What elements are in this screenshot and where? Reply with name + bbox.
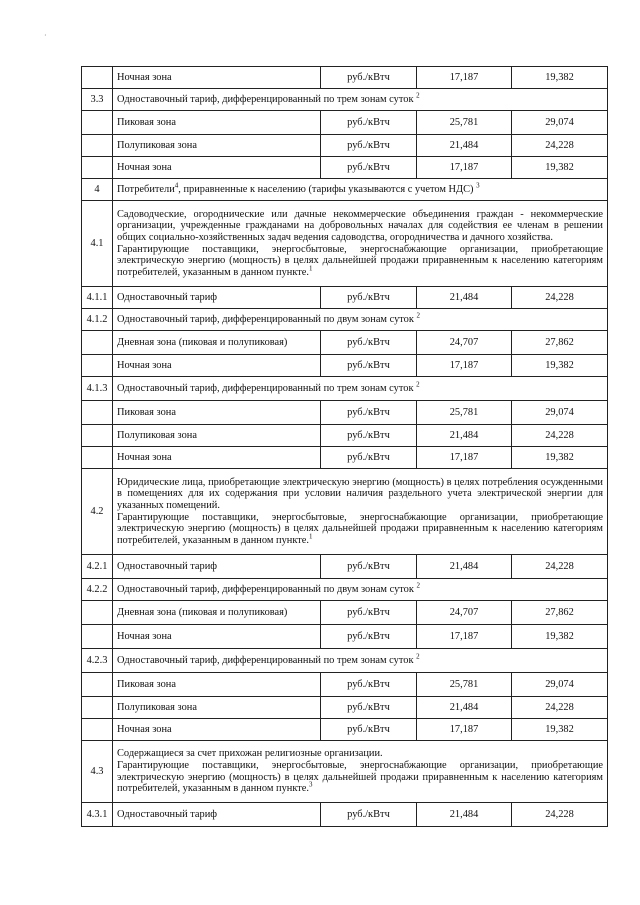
value-first-half: 17,187 (417, 157, 512, 179)
tariff-name: Пиковая зона (113, 401, 321, 425)
row-number: 4 (82, 179, 113, 201)
tariff-name: Ночная зона (113, 719, 321, 741)
row-number (82, 447, 113, 469)
tariff-name: Ночная зона (113, 447, 321, 469)
tariff-name: Полупиковая зона (113, 697, 321, 719)
value-second-half: 24,228 (512, 697, 608, 719)
table-row (82, 425, 608, 447)
table-row (82, 719, 608, 741)
table-row (82, 309, 608, 331)
tariff-name: Дневная зона (пиковая и полупиковая) (113, 331, 321, 355)
unit-cell: руб./кВтч (321, 111, 417, 135)
value-second-half: 29,074 (512, 111, 608, 135)
row-number (82, 401, 113, 425)
unit-cell: руб./кВтч (321, 625, 417, 649)
tariff-table-body (82, 67, 608, 827)
value-second-half: 27,862 (512, 331, 608, 355)
heading-text: Потребители (117, 183, 175, 195)
footnote-ref: 1 (309, 532, 313, 541)
tariff-name: Полупиковая зона (113, 425, 321, 447)
tariff-name: Ночная зона (113, 67, 321, 89)
paragraph-text: Гарантирующие поставщики, энергосбытовые, энергоснабжающие организации, приобретающие электрическую энергию (мощность) в целях дальнейшей продажи приравненным к населению категориям потребителей, указанным в данном пункте (117, 759, 603, 795)
table-row (82, 447, 608, 469)
value-second-half: 29,074 (512, 401, 608, 425)
value-second-half: 19,382 (512, 355, 608, 377)
tariff-name: Одноставочный тариф (113, 287, 321, 309)
description-paragraph (117, 477, 603, 512)
value-first-half: 21,484 (417, 803, 512, 827)
tariff-name: Ночная зона (113, 625, 321, 649)
value-second-half: 24,228 (512, 555, 608, 579)
row-number: 4.1.2 (82, 309, 113, 331)
tariff-name: Пиковая зона (113, 673, 321, 697)
unit-cell: руб./кВтч (321, 157, 417, 179)
table-row (82, 111, 608, 135)
category-description (113, 741, 608, 803)
unit-cell: руб./кВтч (321, 355, 417, 377)
table-row (82, 331, 608, 355)
table-row (82, 601, 608, 625)
section-heading (113, 649, 608, 673)
table-row (82, 179, 608, 201)
unit-cell: руб./кВтч (321, 601, 417, 625)
table-row (82, 625, 608, 649)
unit-cell: руб./кВтч (321, 135, 417, 157)
value-first-half: 21,484 (417, 425, 512, 447)
unit-cell: руб./кВтч (321, 447, 417, 469)
table-row (82, 673, 608, 697)
row-number: 4.3 (82, 741, 113, 803)
value-second-half: 24,228 (512, 135, 608, 157)
table-row (82, 579, 608, 601)
category-description (113, 469, 608, 555)
footnote-ref: 1 (309, 264, 313, 273)
category-description (113, 201, 608, 287)
footnote-ref: 3 (476, 181, 480, 190)
heading-text: Одноставочный тариф, дифференцированный по трем зонам суток (117, 382, 414, 394)
heading-text: Одноставочный тариф, дифференцированный по двум зонам суток (117, 313, 414, 325)
value-second-half: 19,382 (512, 625, 608, 649)
value-second-half: 24,228 (512, 287, 608, 309)
footnote-ref: 2 (416, 380, 420, 389)
paragraph-text: Гарантирующие поставщики, энергосбытовые, энергоснабжающие организации, приобретающие электрическую энергию (мощность) в целях дальнейшей продажи приравненным к населению категориям потребителей, указанным в данном пункте (117, 511, 603, 546)
unit-cell: руб./кВтч (321, 331, 417, 355)
row-number: 4.3.1 (82, 803, 113, 827)
table-row (82, 89, 608, 111)
table-row (82, 803, 608, 827)
description-paragraph (117, 209, 603, 244)
value-first-half: 25,781 (417, 111, 512, 135)
value-first-half: 17,187 (417, 355, 512, 377)
section-heading (113, 579, 608, 601)
value-second-half: 24,228 (512, 803, 608, 827)
table-row (82, 135, 608, 157)
row-number (82, 625, 113, 649)
tariff-name: Пиковая зона (113, 111, 321, 135)
table-row (82, 157, 608, 179)
heading-text: Одноставочный тариф, дифференцированный по трем зонам суток (117, 93, 414, 105)
heading-text: Одноставочный тариф, дифференцированный по двум зонам суток (117, 583, 414, 595)
paragraph-text: Садоводческие, огороднические или дачные некоммерческие объединения граждан - некоммерческие организации, учрежденные гражданами на добровольных началах для содействия ее членам в решении общих социально-хозяйственных задач ведения садоводства, огородничества и дачного хозяйства. (117, 208, 603, 243)
unit-cell: руб./кВтч (321, 67, 417, 89)
row-number (82, 719, 113, 741)
value-first-half: 17,187 (417, 447, 512, 469)
table-row (82, 741, 608, 803)
value-first-half: 25,781 (417, 401, 512, 425)
table-row (82, 201, 608, 287)
row-number: 4.2.3 (82, 649, 113, 673)
footnote-ref: 2 (416, 311, 421, 320)
value-second-half: 19,382 (512, 719, 608, 741)
section-heading (113, 179, 608, 201)
unit-cell: руб./кВтч (321, 719, 417, 741)
paragraph-text: Юридические лица, приобретающие электрическую энергию (мощность) в целях потребления осужденными в помещениях для их содержания при условии наличия раздельного учета электрической энергии для указанных помещений. (117, 476, 603, 511)
value-first-half: 17,187 (417, 719, 512, 741)
row-number: 4.2.1 (82, 555, 113, 579)
footnote-ref: 2 (416, 652, 420, 661)
table-row (82, 287, 608, 309)
value-second-half: 19,382 (512, 67, 608, 89)
footnote-ref: 2 (416, 581, 421, 590)
table-row (82, 469, 608, 555)
description-paragraph (117, 748, 603, 760)
row-number (82, 697, 113, 719)
tariff-name: Ночная зона (113, 355, 321, 377)
unit-cell: руб./кВтч (321, 401, 417, 425)
paragraph-text: Гарантирующие поставщики, энергосбытовые, энергоснабжающие организации, приобретающие электрическую энергию (мощность) в целях дальнейшей продажи приравненным к населению категориям потребителей, указанным в данном пункте (117, 243, 603, 278)
value-first-half: 21,484 (417, 287, 512, 309)
row-number (82, 157, 113, 179)
tariff-name: Одноставочный тариф (113, 555, 321, 579)
row-number (82, 331, 113, 355)
unit-cell: руб./кВтч (321, 803, 417, 827)
row-number (82, 425, 113, 447)
paragraph-text: Содержащиеся за счет прихожан религиозные организации. (117, 748, 383, 760)
row-number: 3.3 (82, 89, 113, 111)
value-first-half: 25,781 (417, 673, 512, 697)
tariff-name: Ночная зона (113, 157, 321, 179)
row-number (82, 601, 113, 625)
value-second-half: 27,862 (512, 601, 608, 625)
value-second-half: 24,228 (512, 425, 608, 447)
section-heading (113, 89, 608, 111)
footnote-ref: 2 (416, 91, 420, 100)
table-row (82, 377, 608, 401)
value-second-half: 19,382 (512, 447, 608, 469)
row-number: 4.1.3 (82, 377, 113, 401)
tariff-name: Полупиковая зона (113, 135, 321, 157)
table-row (82, 555, 608, 579)
heading-text-tail: , приравненные к населению (тарифы указываются с учетом НДС) (178, 183, 474, 195)
value-first-half: 17,187 (417, 67, 512, 89)
tariff-name: Дневная зона (пиковая и полупиковая) (113, 601, 321, 625)
value-first-half: 24,707 (417, 331, 512, 355)
table-row (82, 67, 608, 89)
row-number (82, 673, 113, 697)
unit-cell: руб./кВтч (321, 697, 417, 719)
tariff-name: Одноставочный тариф (113, 803, 321, 827)
row-number: 4.1 (82, 201, 113, 287)
description-paragraph: Гарантирующие поставщики, энергосбытовые, энергоснабжающие организации, приобретающие электрическую энергию (мощность) в целях дальнейшей продажи приравненным к населению категориям потребителей, указанным в данном пункте.$^1$ (117, 243, 603, 278)
table-row (82, 355, 608, 377)
unit-cell: руб./кВтч (321, 425, 417, 447)
row-number (82, 135, 113, 157)
section-heading (113, 377, 608, 401)
tariff-table (81, 66, 608, 827)
value-first-half: 21,484 (417, 135, 512, 157)
unit-cell: руб./кВтч (321, 287, 417, 309)
unit-cell: руб./кВтч (321, 555, 417, 579)
row-number: 4.2 (82, 469, 113, 555)
value-second-half: 19,382 (512, 157, 608, 179)
row-number (82, 67, 113, 89)
table-row (82, 401, 608, 425)
table-row (82, 649, 608, 673)
value-first-half: 21,484 (417, 555, 512, 579)
footnote-ref: 3 (309, 780, 313, 789)
section-heading (113, 309, 608, 331)
row-number (82, 355, 113, 377)
value-first-half: 17,187 (417, 625, 512, 649)
description-paragraph: Гарантирующие поставщики, энергосбытовые, энергоснабжающие организации, приобретающие электрическую энергию (мощность) в целях дальнейшей продажи приравненным к населению категориям потребителей, указанным в данном пункте.$^1$ (117, 511, 603, 546)
table-row (82, 697, 608, 719)
value-first-half: 24,707 (417, 601, 512, 625)
footnote-ref: 4 (174, 181, 179, 190)
value-first-half: 21,484 (417, 697, 512, 719)
row-number: 4.1.1 (82, 287, 113, 309)
page-mark: · (44, 31, 47, 40)
description-paragraph: Гарантирующие поставщики, энергосбытовые, энергоснабжающие организации, приобретающие электрическую энергию (мощность) в целях дальнейшей продажи приравненным к населению категориям потребителей, указанным в данном пункте.$^3$ (117, 759, 603, 795)
heading-text: Одноставочный тариф, дифференцированный по трем зонам суток (117, 654, 414, 666)
row-number: 4.2.2 (82, 579, 113, 601)
value-second-half: 29,074 (512, 673, 608, 697)
row-number (82, 111, 113, 135)
unit-cell: руб./кВтч (321, 673, 417, 697)
